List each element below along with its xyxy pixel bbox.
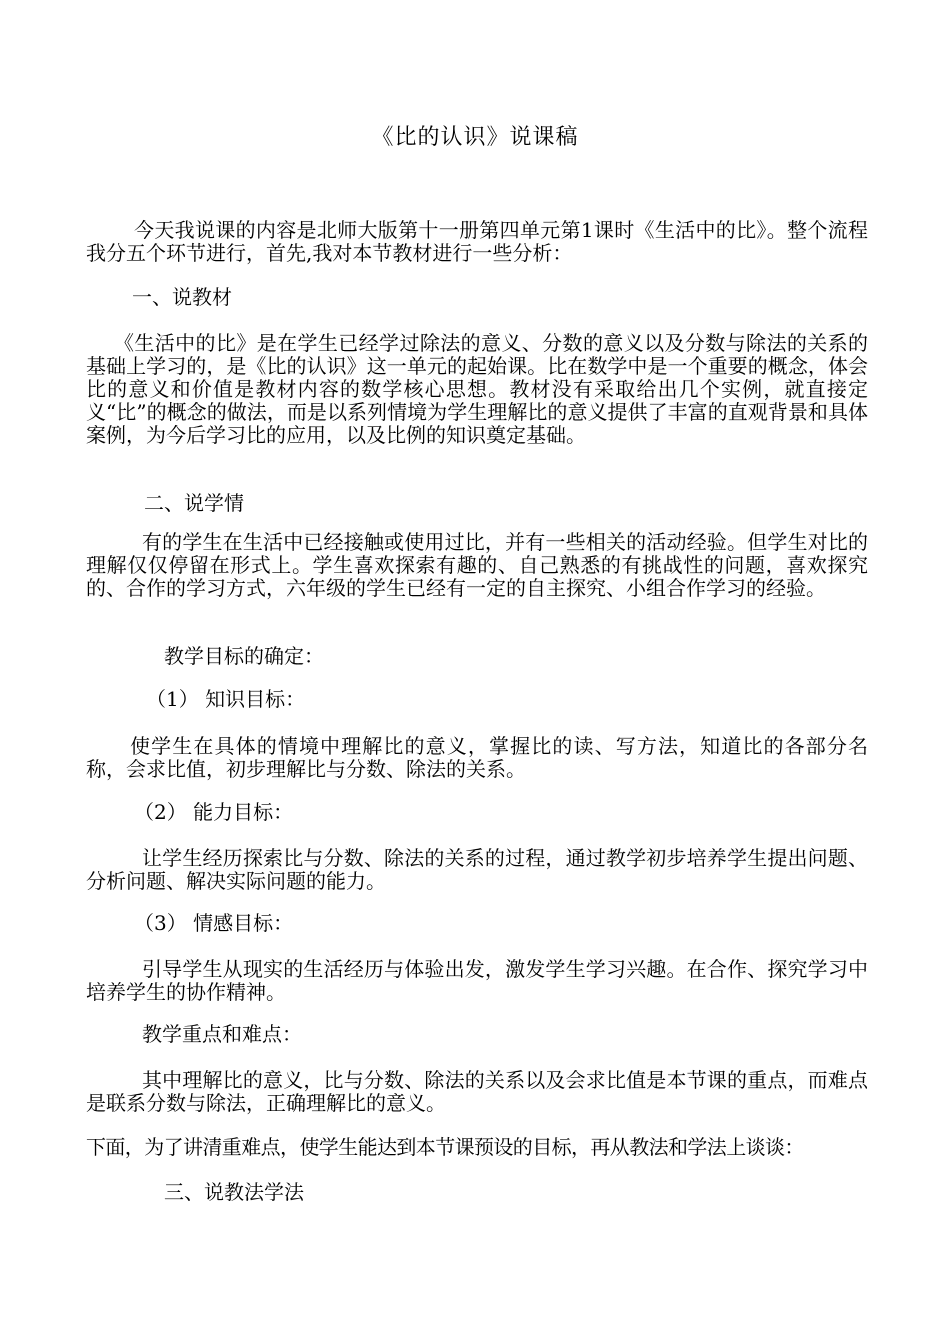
knowledge-goal-heading: （1） 知识目标：: [146, 687, 306, 711]
ability-goal-paragraph: 让学生经历探索比与分数、除法的关系的过程，通过教学初步培养学生提出问题、分析问题、解决实际问题的能力。: [86, 846, 868, 893]
page-title: 《比的认识》说课稿: [371, 125, 579, 150]
section-heading-methods: 三、说教法学法: [164, 1180, 304, 1204]
goals-heading: 教学目标的确定：: [164, 644, 324, 668]
keypoints-heading: 教学重点和难点：: [142, 1022, 302, 1046]
transition-paragraph: 下面，为了讲清重难点，使学生能达到本节课预设的目标，再从教法和学法上谈谈：: [86, 1135, 804, 1159]
emotion-goal-paragraph: 引导学生从现实的生活经历与体验出发，激发学生学习兴趣。在合作、探究学习中培养学生的协作精神。: [86, 957, 868, 1004]
emotion-goal-heading: （3） 情感目标：: [134, 911, 294, 935]
section-heading-textbook: 一、说教材: [132, 285, 232, 309]
textbook-paragraph: 《生活中的比》是在学生已经学过除法的意义、分数的意义以及分数与除法的关系的基础上学习的，是《比的认识》这一单元的起始课。比在数学中是一个重要的概念，体会比的意义和价值是教材内容的数学核心思想。教材没有采取给出几个实例，就直接定义“比”的概念的做法，而是以系列情境为学生理解比的意义提供了丰富的直观背景和具体案例，为今后学习比的应用，以及比例的知识奠定基础。: [86, 331, 868, 447]
students-paragraph: 有的学生在生活中已经接触或使用过比，并有一些相关的活动经验。但学生对比的理解仅仅停留在形式上。学生喜欢探索有趣的、自己熟悉的有挑战性的问题，喜欢探究的、合作的学习方式，六年级的学生已经有一定的自主探究、小组合作学习的经验。: [86, 530, 868, 600]
intro-paragraph: 今天我说课的内容是北师大版第十一册第四单元第1课时《生活中的比》。整个流程我分五个环节进行，首先,我对本节教材进行一些分析：: [86, 218, 868, 265]
ability-goal-heading: （2） 能力目标：: [134, 800, 294, 824]
knowledge-goal-paragraph: 使学生在具体的情境中理解比的意义，掌握比的读、写方法，知道比的各部分名称，会求比值，初步理解比与分数、除法的关系。: [86, 734, 868, 781]
keypoints-paragraph: 其中理解比的意义，比与分数、除法的关系以及会求比值是本节课的重点，而难点是联系分数与除法，正确理解比的意义。: [86, 1068, 868, 1115]
section-heading-students: 二、说学情: [144, 491, 244, 515]
